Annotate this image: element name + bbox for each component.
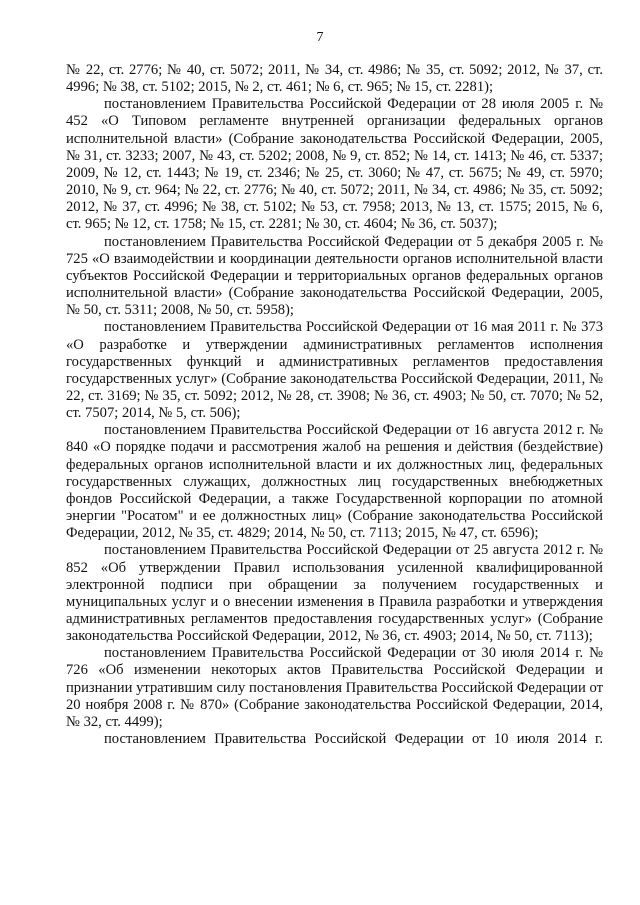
page-number: 7 <box>316 30 324 45</box>
paragraph-decree-726: постановлением Правительства Российской Федерации от 30 июля 2014 г. № 726 «Об изменении некоторых актов Правительства Российской Федерации и признании утратившим силу постановления Правительства Российской Федерации от 20 ноября 2008 г. № 870» (Собрание законодательства Российской Федерации, 2014, № 32, ст. 4499); <box>66 645 603 730</box>
paragraph-decree-840: постановлением Правительства Российской Федерации от 16 августа 2012 г. № 840 «О порядке подачи и рассмотрения жалоб на решения и действия (бездействие) федеральных органов исполнительной власти и их должностных лиц, федеральных государственных служащих, должностных лиц государственных внебюджетных фондов Российской Федерации, а также Государственной корпорации по атомной энергии "Росатом" и ее должностных лиц» (Собрание законодательства Российской Федерации, 2012, № 35, ст. 4829; 2014, № 50, ст. 7113; 2015, № 47, ст. 6596); <box>66 422 603 542</box>
paragraph-decree-partial: постановлением Правительства Российской Федерации от 10 июля 2014 г. <box>104 731 603 748</box>
paragraph-decree-452: постановлением Правительства Российской Федерации от 28 июля 2005 г. № 452 «О Типовом регламенте внутренней организации федеральных органов исполнительной власти» (Собрание законодательства Российской Федерации, 2005, № 31, ст. 3233; 2007, № 43, ст. 5202; 2008, № 9, ст. 852; № 14, ст. 1413; № 46, ст. 5337; 2009, № 12, ст. 1443; № 19, ст. 2346; № 25, ст. 3060; № 47, ст. 5675; № 49, ст. 5970; 2010, № 9, ст. 964; № 22, ст. 2776; № 40, ст. 5072; 2011, № 34, ст. 4986; № 35, ст. 5092; 2012, № 37, ст. 4996; № 38, ст. 5102; № 53, ст. 7958; 2013, № 13, ст. 1575; 2015, № 6, ст. 965; № 12, ст. 1758; № 15, ст. 2281; № 30, ст. 4604; № 36, ст. 5037); <box>66 96 603 233</box>
paragraph-continuation: № 22, ст. 2776; № 40, ст. 5072; 2011, № 34, ст. 4986; № 35, ст. 5092; 2012, № 37, ст. 4996; № 38, ст. 5102; 2015, № 2, ст. 461; № 6, ст. 965; № 15, ст. 2281); <box>66 62 603 96</box>
paragraph-decree-373: постановлением Правительства Российской Федерации от 16 мая 2011 г. № 373 «О разработке и утверждении административных регламентов исполнения государственных функций и административных регламентов предоставления государственных услуг» (Собрание законодательства Российской Федерации, 2011, № 22, ст. 3169; № 35, ст. 5092; 2012, № 28, ст. 3908; № 36, ст. 4903; № 50, ст. 7070; № 52, ст. 7507; 2014, № 5, ст. 506); <box>66 319 603 422</box>
paragraph-decree-725: постановлением Правительства Российской Федерации от 5 декабря 2005 г. № 725 «О взаимодействии и координации деятельности органов исполнительной власти субъектов Российской Федерации и территориальных органов федеральных органов исполнительной власти» (Собрание законодательства Российской Федерации, 2005, № 50, ст. 5311; 2008, № 50, ст. 5958); <box>66 233 603 319</box>
document-body <box>66 62 603 748</box>
paragraph-decree-852: постановлением Правительства Российской Федерации от 25 августа 2012 г. № 852 «Об утверждении Правил использования усиленной квалифицированной электронной подписи при обращении за получением государственных и муниципальных услуг и о внесении изменения в Правила разработки и утверждения административных регламентов предоставления государственных услуг» (Собрание законодательства Российской Федерации, 2012, № 36, ст. 4903; 2014, № 50, ст. 7113); <box>66 542 603 645</box>
